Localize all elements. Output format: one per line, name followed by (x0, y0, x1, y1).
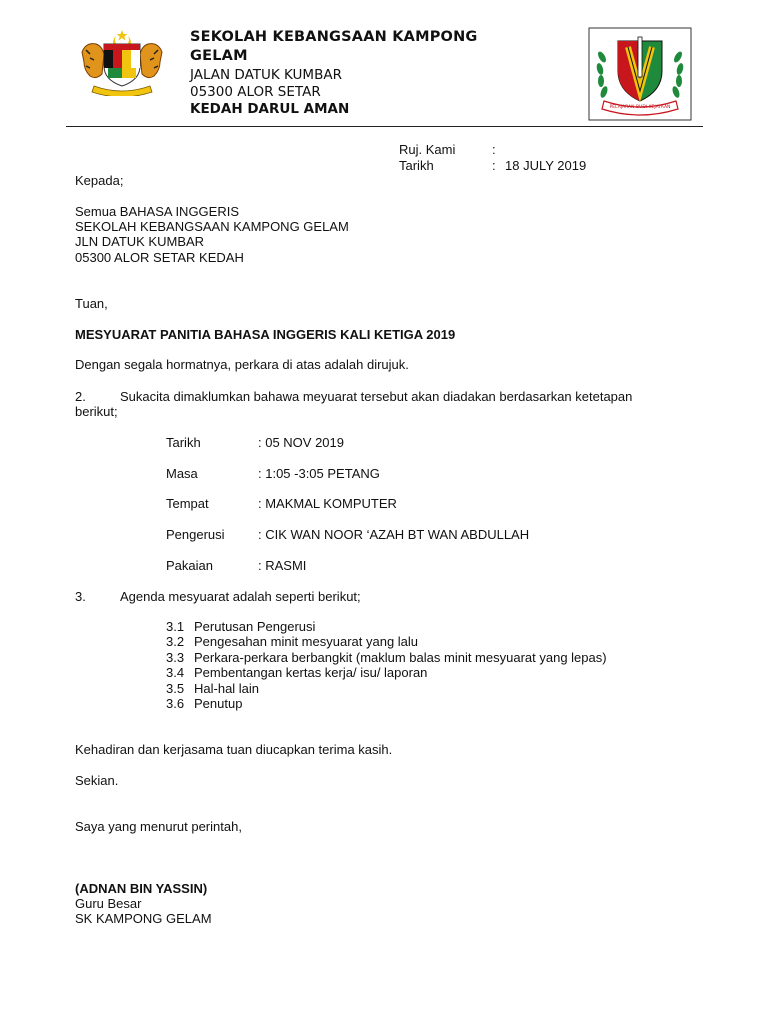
school-crest-logo (588, 27, 692, 121)
agenda-number: 3.6 (166, 696, 185, 711)
paragraph-3-text: Agenda mesyuarat adalah seperti berikut; (120, 589, 361, 604)
signatory-title: Guru Besar (75, 896, 142, 911)
signatory-org: SK KAMPONG GELAM (75, 911, 212, 926)
paragraph-1: Dengan segala hormatnya, perkara di atas adalah dirujuk. (75, 357, 409, 372)
detail-label: Tarikh (166, 435, 201, 450)
ref-tarikh-colon: : (492, 158, 496, 173)
detail-label: Masa (166, 466, 198, 481)
ref-tarikh-value: 18 JULY 2019 (505, 158, 587, 173)
school-name-line2: GELAM (190, 48, 248, 64)
recipient-line3: JLN DATUK KUMBAR (75, 234, 205, 249)
kepada-label: Kepada; (75, 173, 124, 188)
ref-ruj-label: Ruj. Kami (399, 142, 456, 157)
coat-of-arms-logo (76, 28, 168, 96)
detail-value: : 1:05 -3:05 PETANG (258, 466, 380, 481)
address-line3: KEDAH DARUL AMAN (190, 101, 350, 117)
closing-perintah: Saya yang menurut perintah, (75, 819, 242, 834)
agenda-number: 3.5 (166, 681, 185, 696)
ref-ruj-colon: : (492, 142, 496, 157)
detail-value: : MAKMAL KOMPUTER (258, 496, 397, 511)
paragraph-2-line2: berikut; (75, 404, 118, 419)
detail-label: Pengerusi (166, 527, 225, 542)
agenda-item: Pembentangan kertas kerja/ isu/ laporan (194, 665, 428, 680)
letter-subject: MESYUARAT PANITIA BAHASA INGGERIS KALI KETIGA 2019 (75, 327, 456, 342)
salutation: Tuan, (75, 296, 108, 311)
agenda-number: 3.1 (166, 619, 185, 634)
agenda-number: 3.2 (166, 634, 185, 649)
school-crest-motto: PELAJARAN BUDI KEJAYAAN (609, 105, 671, 110)
agenda-item: Penutup (194, 696, 243, 711)
recipient-line4: 05300 ALOR SETAR KEDAH (75, 250, 244, 265)
agenda-item: Pengesahan minit mesyuarat yang lalu (194, 634, 419, 649)
paragraph-2-line1: Sukacita dimaklumkan bahawa meyuarat tersebut akan diadakan berdasarkan ketetapan (120, 389, 633, 404)
detail-value: : CIK WAN NOOR ‘AZAH BT WAN ABDULLAH (258, 527, 530, 542)
paragraph-2-number: 2. (75, 389, 86, 404)
agenda-item: Perkara-perkara berbangkit (maklum balas minit mesyuarat yang lepas) (194, 650, 607, 665)
agenda-item: Perutusan Pengerusi (194, 619, 316, 634)
letterhead-divider (66, 126, 703, 127)
agenda-number: 3.4 (166, 665, 185, 680)
signatory-name: (ADNAN BIN YASSIN) (75, 881, 208, 896)
detail-label: Tempat (166, 496, 209, 511)
address-line2: 05300 ALOR SETAR (190, 84, 321, 100)
school-name-line1: SEKOLAH KEBANGSAAN KAMPONG (190, 29, 478, 45)
closing-thanks: Kehadiran dan kerjasama tuan diucapkan terima kasih. (75, 742, 393, 757)
detail-value: : 05 NOV 2019 (258, 435, 344, 450)
ref-tarikh-label: Tarikh (399, 158, 434, 173)
recipient-line2: SEKOLAH KEBANGSAAN KAMPONG GELAM (75, 219, 349, 234)
agenda-item: Hal-hal lain (194, 681, 260, 696)
detail-label: Pakaian (166, 558, 213, 573)
paragraph-3-number: 3. (75, 589, 86, 604)
detail-value: : RASMI (258, 558, 307, 573)
agenda-number: 3.3 (166, 650, 185, 665)
closing-sekian: Sekian. (75, 773, 119, 788)
recipient-line1: Semua BAHASA INGGERIS (75, 204, 240, 219)
address-line1: JALAN DATUK KUMBAR (190, 67, 342, 83)
